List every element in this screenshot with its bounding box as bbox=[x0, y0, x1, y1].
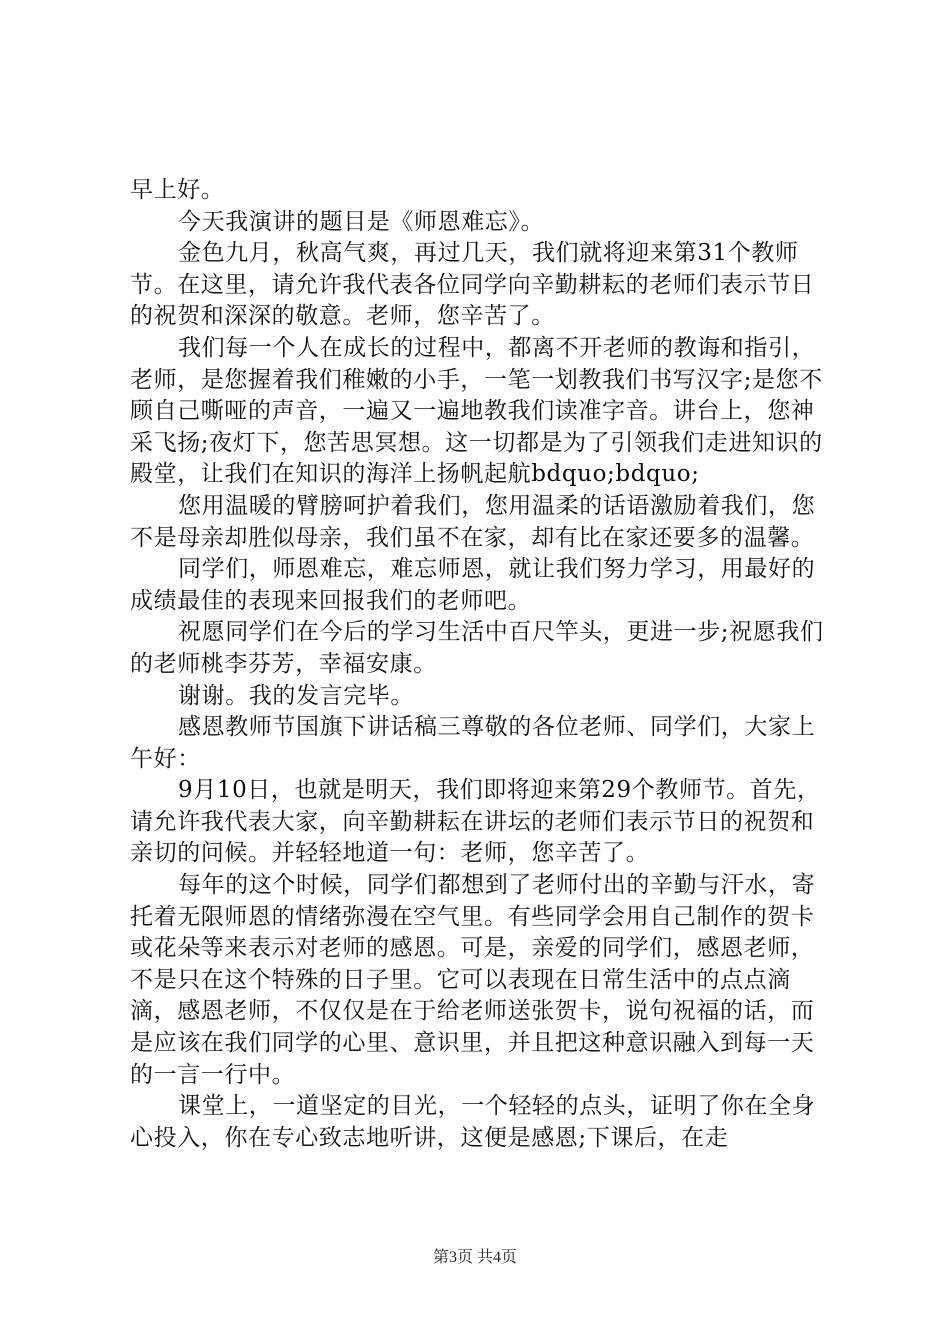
paragraph: 9月10日，也就是明天，我们即将迎来第29个教师节。首先，请允许我代表大家，向辛勤耕耘在讲坛的老师们表示节日的祝贺和亲切的问候。并轻轻地道一句：老师，您辛苦了。 bbox=[130, 777, 821, 867]
paragraph: 祝愿同学们在今后的学习生活中百尺竿头，更进一步;祝愿我们的老师桃李芬芳，幸福安康。 bbox=[130, 619, 824, 677]
document-body bbox=[130, 175, 835, 1154]
paragraph: 感恩教师节国旗下讲话稿三尊敬的各位老师、同学们，大家上午好： bbox=[130, 714, 816, 772]
paragraph-greeting: 早上好。 bbox=[130, 177, 225, 203]
paragraph: 每年的这个时候，同学们都想到了老师付出的辛勤与汗水，寄托着无限师恩的情绪弥漫在空气里。有些同学会用自己制作的贺卡或花朵等来表示对老师的感恩。可是，亲爱的同学们，感恩老师，不是只在这个特殊的日子里。它可以表现在日常生活中的点点滴滴，感恩老师，不仅仅是在于给老师送张贺卡，说句祝福的话，而是应该在我们同学的心里、意识里，并且把这种意识融入到每一天的一言一行中。 bbox=[130, 872, 816, 1088]
paragraph: 同学们，师恩难忘，难忘师恩，就让我们努力学习，用最好的成绩最佳的表现来回报我们的老师吧。 bbox=[130, 556, 816, 614]
paragraph: 谢谢。我的发言完毕。 bbox=[178, 682, 414, 709]
paragraph: 您用温暖的臂膀呵护着我们，您用温柔的话语激励着我们，您不是母亲却胜似母亲，我们虽不在家，却有比在家还要多的温馨。 bbox=[130, 492, 816, 551]
page-footer bbox=[0, 1244, 950, 1267]
paragraph: 课堂上，一道坚定的目光，一个轻轻的点头，证明了你在全身心投入，你在专心致志地听讲，这便是感恩;下课后，在走 bbox=[130, 1093, 816, 1151]
paragraph: 金色九月，秋高气爽，再过几天，我们就将迎来第31个教师节。在这里，请允许我代表各位同学向辛勤耕耘的老师们表示节日的祝贺和深深的敬意。老师，您辛苦了。 bbox=[130, 240, 815, 330]
page-number-label: 第3页 共4页 bbox=[432, 1249, 517, 1266]
paragraph-topic: 今天我演讲的题目是《师恩难忘》。 bbox=[178, 208, 545, 235]
paragraph: 我们每一个人在成长的过程中，都离不开老师的教诲和指引，老师，是您握着我们稚嫩的小手，一笔一划教我们书写汉字;是您不顾自己嘶哑的声音，一遍又一遍地教我们读准字音。讲台上，您神采飞扬;夜灯下，您苦思冥想。这一切都是为了引领我们走进知识的殿堂，让我们在知识的海洋上扬帆起航bdquo;bdquo; bbox=[130, 334, 823, 488]
